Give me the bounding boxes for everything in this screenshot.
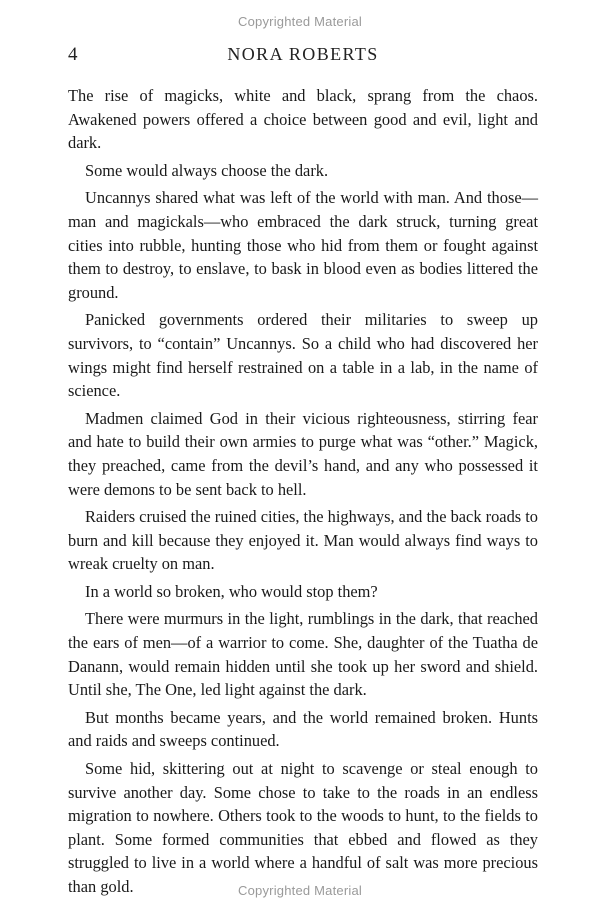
paragraph-3: Uncannys shared what was left of the world with man. And those—man and magickals—who embraced the dark struck, turning great cities into rubble, hunting those who hid from them or fought against them to destroy, to enslave, to bask in blood even as bodies littered the ground. <box>68 188 538 302</box>
paragraph-2: Some would always choose the dark. <box>85 160 329 180</box>
paragraph-9: But months became years, and the world remained broken. Hunts and raids and sweeps continued. <box>68 707 538 751</box>
paragraph-4: Panicked governments ordered their militaries to sweep up survivors, to “contain” Uncannys. So a child who had discovered her wings might find herself restrained on a table in a lab, in the name of science. <box>68 310 538 401</box>
running-head <box>68 44 538 68</box>
paragraph-6: Raiders cruised the ruined cities, the highways, and the back roads to burn and kill because they enjoyed it. Man would always find ways to wreak cruelty on man. <box>68 507 538 574</box>
paragraph-8: There were murmurs in the light, rumblings in the dark, that reached the ears of men—of a warrior to come. She, daughter of the Tuatha de Danann, would remain hidden until she took up her sword and shield. Until she, The One, led light against the dark. <box>68 609 538 700</box>
page-number: 4 <box>68 44 78 65</box>
body-text <box>68 84 538 903</box>
author-name: NORA ROBERTS <box>227 44 379 64</box>
paragraph-5: Madmen claimed God in their vicious righteousness, stirring fear and hate to build their own armies to purge what was “other.” Magick, they preached, came from the devil’s hand, and any who possessed it were demons to be sent back to hell. <box>68 408 538 499</box>
copyright-watermark-bottom: Copyrighted Material <box>238 883 362 898</box>
paragraph-1: The rise of magicks, white and black, sprang from the chaos. Awakened powers offered a choice between good and evil, light and dark. <box>68 86 538 153</box>
paragraph-10: Some hid, skittering out at night to scavenge or steal enough to survive another day. Some chose to take to the roads in an endless migration to nowhere. Others took to the woods to hunt, to the fields to plant. Some formed communities that ebbed and flowed as they struggled to live in a world where a handful of salt was more precious than gold. <box>68 759 538 896</box>
copyright-watermark-top: Copyrighted Material <box>238 14 362 29</box>
paragraph-7: In a world so broken, who would stop them? <box>85 581 378 601</box>
